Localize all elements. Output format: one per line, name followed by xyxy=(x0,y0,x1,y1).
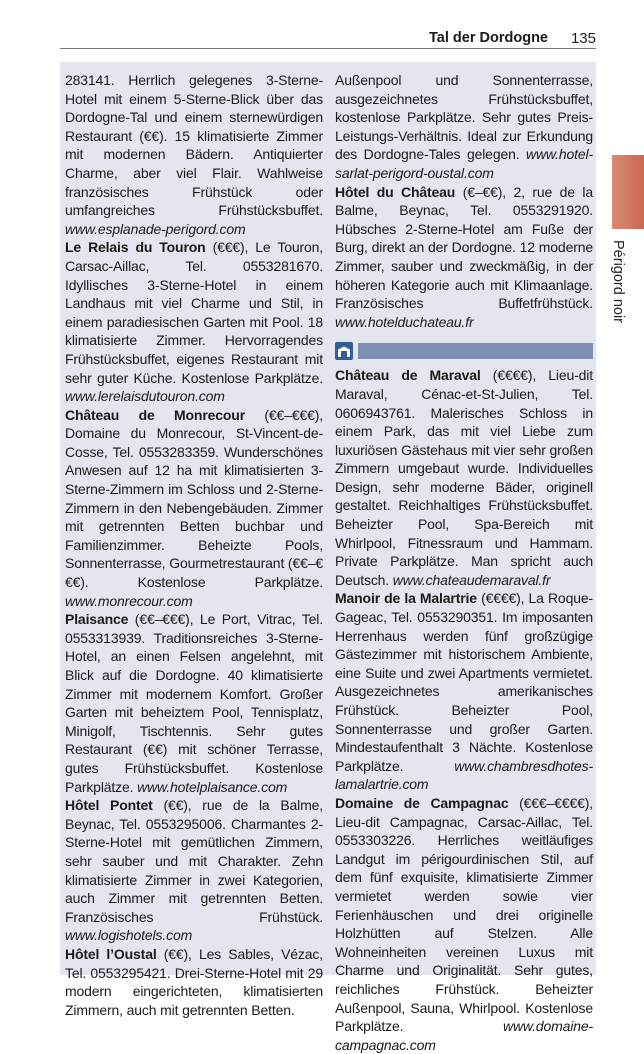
hotel-url[interactable]: www.esplanade-perigord.com xyxy=(65,220,246,237)
left-column xyxy=(65,71,323,1019)
hotel-name: Plaisance xyxy=(65,611,129,628)
hotel-entry xyxy=(335,589,593,794)
right-bottom-entries xyxy=(335,366,593,1054)
hotel-entry xyxy=(65,610,323,796)
hotel-name: Le Relais du Touron xyxy=(65,239,206,256)
hotel-entry xyxy=(335,366,593,589)
right-column xyxy=(335,71,593,1054)
hotel-url[interactable]: www.monrecour.com xyxy=(65,592,193,609)
hotel-url[interactable]: www.chateaudemaraval.fr xyxy=(392,571,551,588)
hotel-entry xyxy=(65,71,323,238)
entry-text: (€€), rue de la Balme, Beynac, Tel. 0553295006. Charmantes 2-Sterne-Hotel mit gemütlichen Zimmern, sehr sauber und mit Charakter. Zehn klimatisierte Zimmer in zwei Kategorien, auch Zimmer mit getrennten Betten. Französisches Frühstück. xyxy=(65,797,323,925)
entry-text: (€€–€€€), Le Port, Vitrac, Tel. 0553313939. Traditionsreiches 3-Sterne-Hotel, an einen Felsen angelehnt, mit Blick auf die Dordogne. 40 klimatisierte Zimmer mit modernem Komfort. Großer Garten mit beheiztem Pool, Tennisplatz, Minigolf, Tischtennis. Sehr gutes Restaurant (€€) mit schöner Terrasse, gutes Frühstücksbuffet. Kostenlose Parkplätze. xyxy=(65,611,323,795)
entry-text: 283141. Herrlich gelegenes 3-Sterne-Hotel mit einem 5-Sterne-Blick über das Dordogne-Tal und einem sternewürdigen Restaurant (€€). 15 klimatisierte Zimmer mit modernen Bädern. Antiquierter Charme, aber viel Flair. Wahlweise französisches Frühstück oder umfangreiches Frühstücksbuffet. xyxy=(65,72,323,219)
running-header xyxy=(60,28,596,49)
entry-text: (€€€€), La Roque-Gageac, Tel. 0553290351. Im imposanten Herrenhaus werden fünf großzügige Gästezimmer mit historischem Ambiente, eine Suite und zwei Apartments vermietet. Ausgezeichnetes amerikanisches Frühstück. Beheizter Pool, Sonnenterrasse und großer Garten. Mindestaufenthalt 3 Nächte. Kostenlose Parkplätze. xyxy=(335,590,593,774)
hotel-url[interactable]: www.hotelplaisance.com xyxy=(137,778,288,795)
hotel-entry xyxy=(65,238,323,405)
entry-text: Außenpool und Sonnenterrasse, ausgezeichnetes Frühstücksbuffet, kostenlose Parkplätze. Sehr gutes Preis-Leistungs-Verhältnis. Ideal zur Erkundung des Dordogne-Tales gelegen. xyxy=(335,72,593,163)
hotel-entry xyxy=(65,406,323,611)
hotel-url[interactable]: www.chambresdhotes-lamalartrie.com xyxy=(335,757,593,793)
hotel-name: Hôtel l’Oustal xyxy=(65,945,157,962)
hotel-url[interactable]: www.lerelaisdutouron.com xyxy=(65,388,225,405)
side-label: Périgord noir xyxy=(610,240,626,324)
hotel-name: Hôtel du Château xyxy=(335,183,456,200)
hotel-url[interactable]: www.logishotels.com xyxy=(65,927,193,944)
entry-text: (€€€–€€€€), Lieu-dit Campagnac, Carsac-Aillac, Tel. 0553303226. Herrliches weitläufiges Landgut im périgourdinischen Stil, auf dem fünf exquisite, klimatisierte Zimmer vermietet werden sowie vier Ferienhäuschen und drei originelle Holzhütten auf Stelzen. Alle Wohneinheiten vereinen Luxus mit Charme und Originalität. Sehr gutes, reichliches Frühstück. Beheizter Außenpool, Sauna, Whirlpool. Kostenlose Parkplätze. xyxy=(335,794,593,1035)
hotel-listing-box xyxy=(60,62,596,1053)
section-divider xyxy=(335,342,593,360)
entry-text: (€€), Les Sables, Vézac, Tel. 0553295421. Drei-Sterne-Hotel mit 29 modern eingerichteten, klimatisierten Zimmern, auch mit getrennten Betten. xyxy=(65,945,323,1018)
entry-text: (€€€€), Lieu-dit Maraval, Cénac-et-St-Julien, Tel. 0606943761. Malerisches Schloss in einem Park, das mit viel Liebe zum luxuriösen Gästehaus mit vier sehr großen Zimmern umgebaut wurde. Individuelles Design, sehr moderne Bäder, originell gestaltet. Reichhaltiges Frühstücksbuffet. Beheizter Pool, Spa-Bereich mit Whirlpool, Fitnessraum und Hammam. Private Parkplätze. Man spricht auch Deutsch. xyxy=(335,367,593,588)
entry-text: (€€€), Le Touron, Carsac-Aillac, Tel. 0553281670. Idyllisches 3-Sterne-Hotel in einem Landhaus mit viel Charme und Stil, in einem paradiesischen Garten mit Pool. 18 klimatisierte Zimmer. Hervorragendes Frühstücksbuffet, eigenes Restaurant mit sehr guter Küche. Kostenlose Parkplätze. xyxy=(65,239,323,386)
hotel-url[interactable]: www.domaine-campagnac.com xyxy=(335,1018,593,1053)
hotel-name: Hôtel Pontet xyxy=(65,797,153,814)
entry-text: (€€–€€€), Domaine du Monrecour, St-Vincent-de-Cosse, Tel. 0553283359. Wunderschönes Anwesen auf 12 ha mit klimatisierten 3-Sterne-Zimmern im Schloss und 2-Sterne-Zimmern in den Nebengebäuden. Zimmer mit getrennten Betten buchbar und Familienzimmer. Beheizte Pools, Sonnenterrasse, Gourmetrestaurant (€€–€€€). Kostenlose Parkplätze. xyxy=(65,406,323,591)
hotel-url[interactable]: www.hotelduchateau.fr xyxy=(335,313,474,330)
hotel-entry xyxy=(65,796,323,945)
entry-text: (€–€€), 2, rue de la Balme, Beynac, Tel. 0553291920. Hübsches 2-Sterne-Hotel am Fuße der Burg, direkt an der Dordogne. 12 moderne Zimmer, sauber und zweckmäßig, in der höheren Kategorie auch mit Klimaanlage. Französisches Buffetfrühstück. xyxy=(335,183,593,312)
hotel-entry xyxy=(335,71,593,183)
hotel-name: Manoir de la Malartrie xyxy=(335,590,477,607)
right-top-entries xyxy=(335,71,593,331)
chapter-title: Tal der Dordogne xyxy=(429,30,548,46)
hotel-entry xyxy=(335,183,593,332)
hotel-name: Château de Monrecour xyxy=(65,406,246,423)
hotel-name: Domaine de Campagnac xyxy=(335,794,509,811)
page-number: 135 xyxy=(570,30,596,47)
section-bar xyxy=(358,343,593,359)
hotel-entry xyxy=(335,794,593,1054)
chapter-tab-marker xyxy=(612,155,644,229)
house-icon xyxy=(335,342,353,360)
hotel-url[interactable]: www.hotel-sarlat-perigord-oustal.com xyxy=(335,146,593,181)
hotel-name: Château de Maraval xyxy=(335,367,481,384)
hotel-entry xyxy=(65,945,323,1019)
